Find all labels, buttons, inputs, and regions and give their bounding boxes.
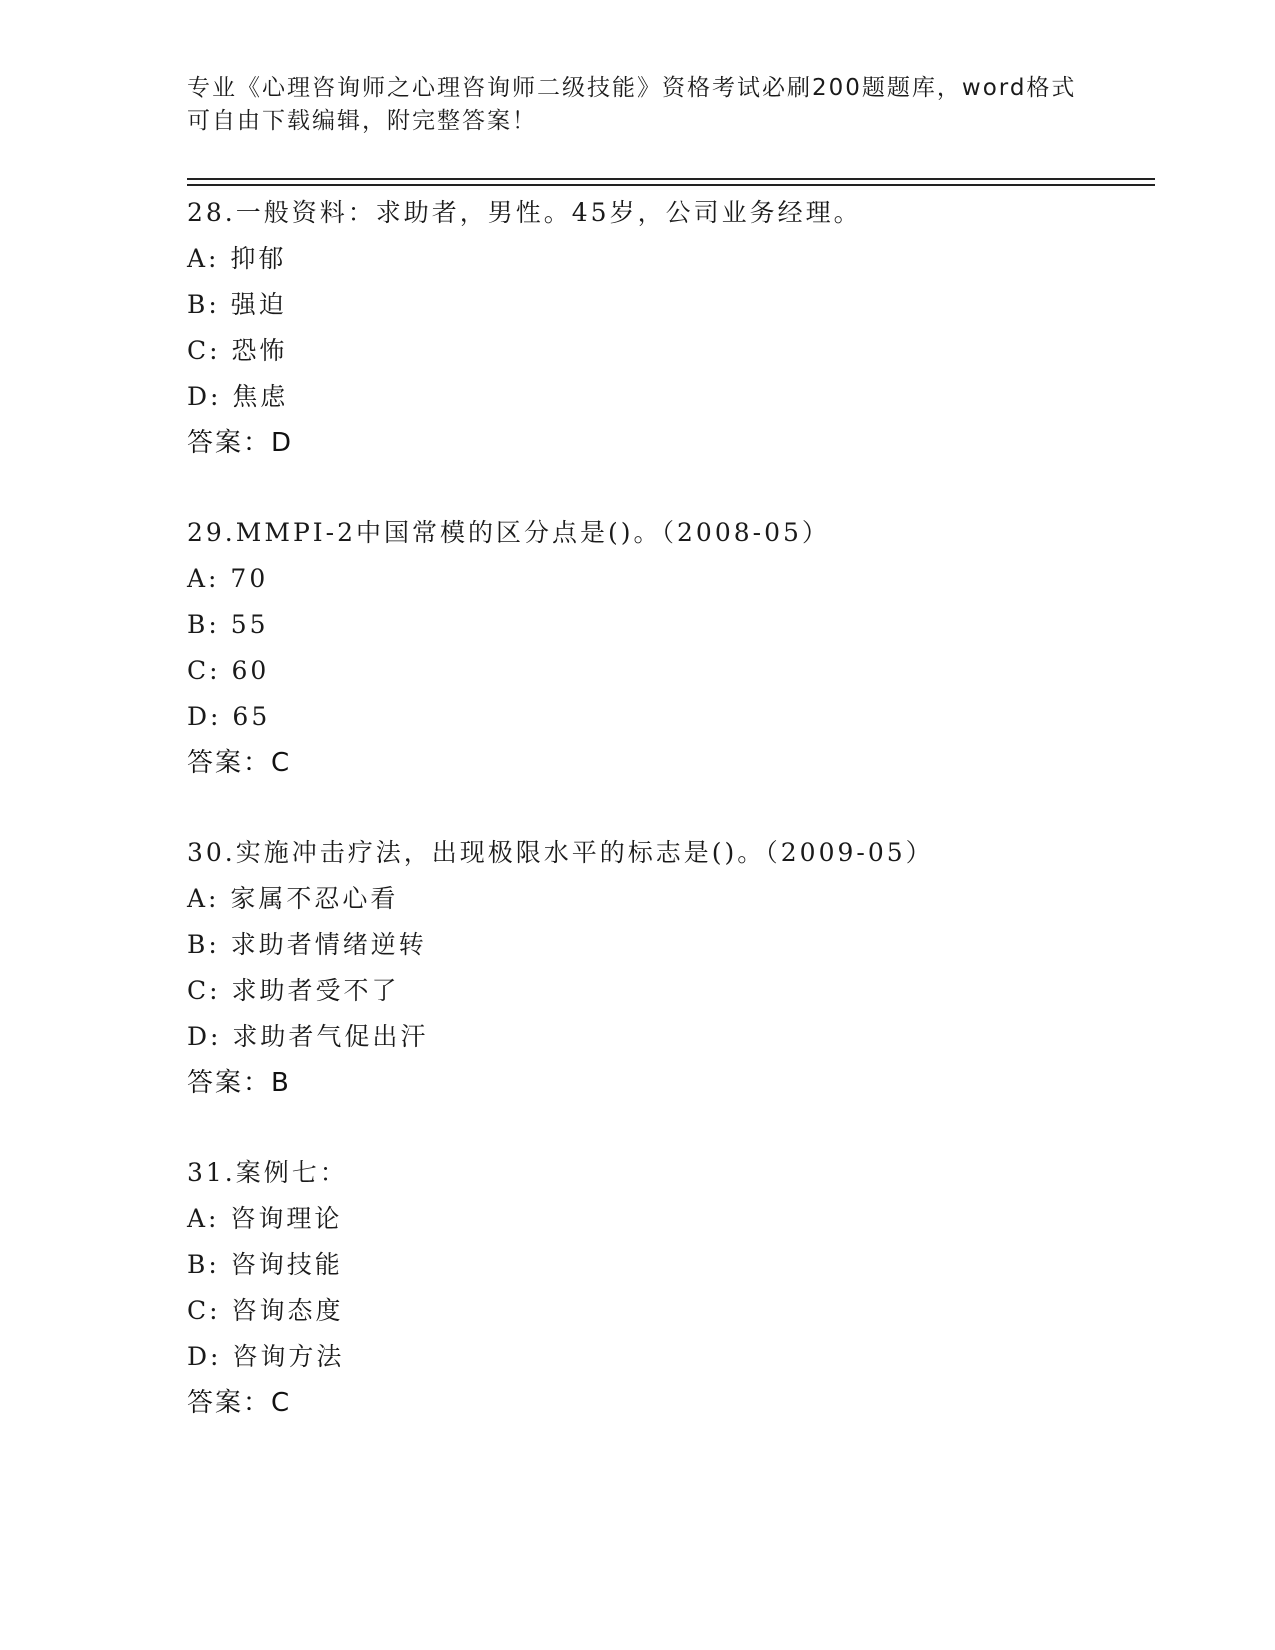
option-d: D: 65 [187,702,271,731]
answer-line: 答案：C [187,748,292,778]
option-b: B: 咨询技能 [187,1250,343,1279]
option-d: D: 咨询方法 [187,1342,345,1371]
option-c: C: 60 [187,656,270,685]
option-b: B: 强迫 [187,290,287,319]
question-31 [187,1150,1157,1426]
question-stem: 31.案例七： [187,1158,348,1187]
answer-line: 答案：D [187,428,294,458]
answer-line: 答案：B [187,1068,291,1098]
question-stem: 29.MMPI-2中国常模的区分点是()。（2008-05） [187,518,830,547]
document-header [187,72,1087,138]
question-stem: 28.一般资料：求助者，男性。45岁，公司业务经理。 [187,198,862,227]
header-title-line-1: 专业《心理咨询师之心理咨询师二级技能》资格考试必刷200题题库，word格式 [187,75,1077,101]
header-divider-top [187,178,1155,180]
header-divider-bottom [187,184,1155,186]
answer-line: 答案：C [187,1388,292,1418]
question-30 [187,830,1157,1106]
option-a: A: 咨询理论 [187,1204,343,1233]
option-d: D: 求助者气促出汗 [187,1022,429,1051]
option-c: C: 恐怖 [187,336,288,365]
option-b: B: 求助者情绪逆转 [187,930,427,959]
question-28 [187,190,1157,466]
option-a: A: 抑郁 [187,244,287,273]
header-title-line-2: 可自由下载编辑，附完整答案！ [187,108,537,134]
option-c: C: 咨询态度 [187,1296,344,1325]
question-stem: 30.实施冲击疗法，出现极限水平的标志是()。（2009-05） [187,838,934,867]
option-a: A: 家属不忍心看 [187,884,399,913]
option-a: A: 70 [187,564,269,593]
question-29 [187,510,1157,786]
option-d: D: 焦虑 [187,382,289,411]
option-b: B: 55 [187,610,269,639]
option-c: C: 求助者受不了 [187,976,400,1005]
